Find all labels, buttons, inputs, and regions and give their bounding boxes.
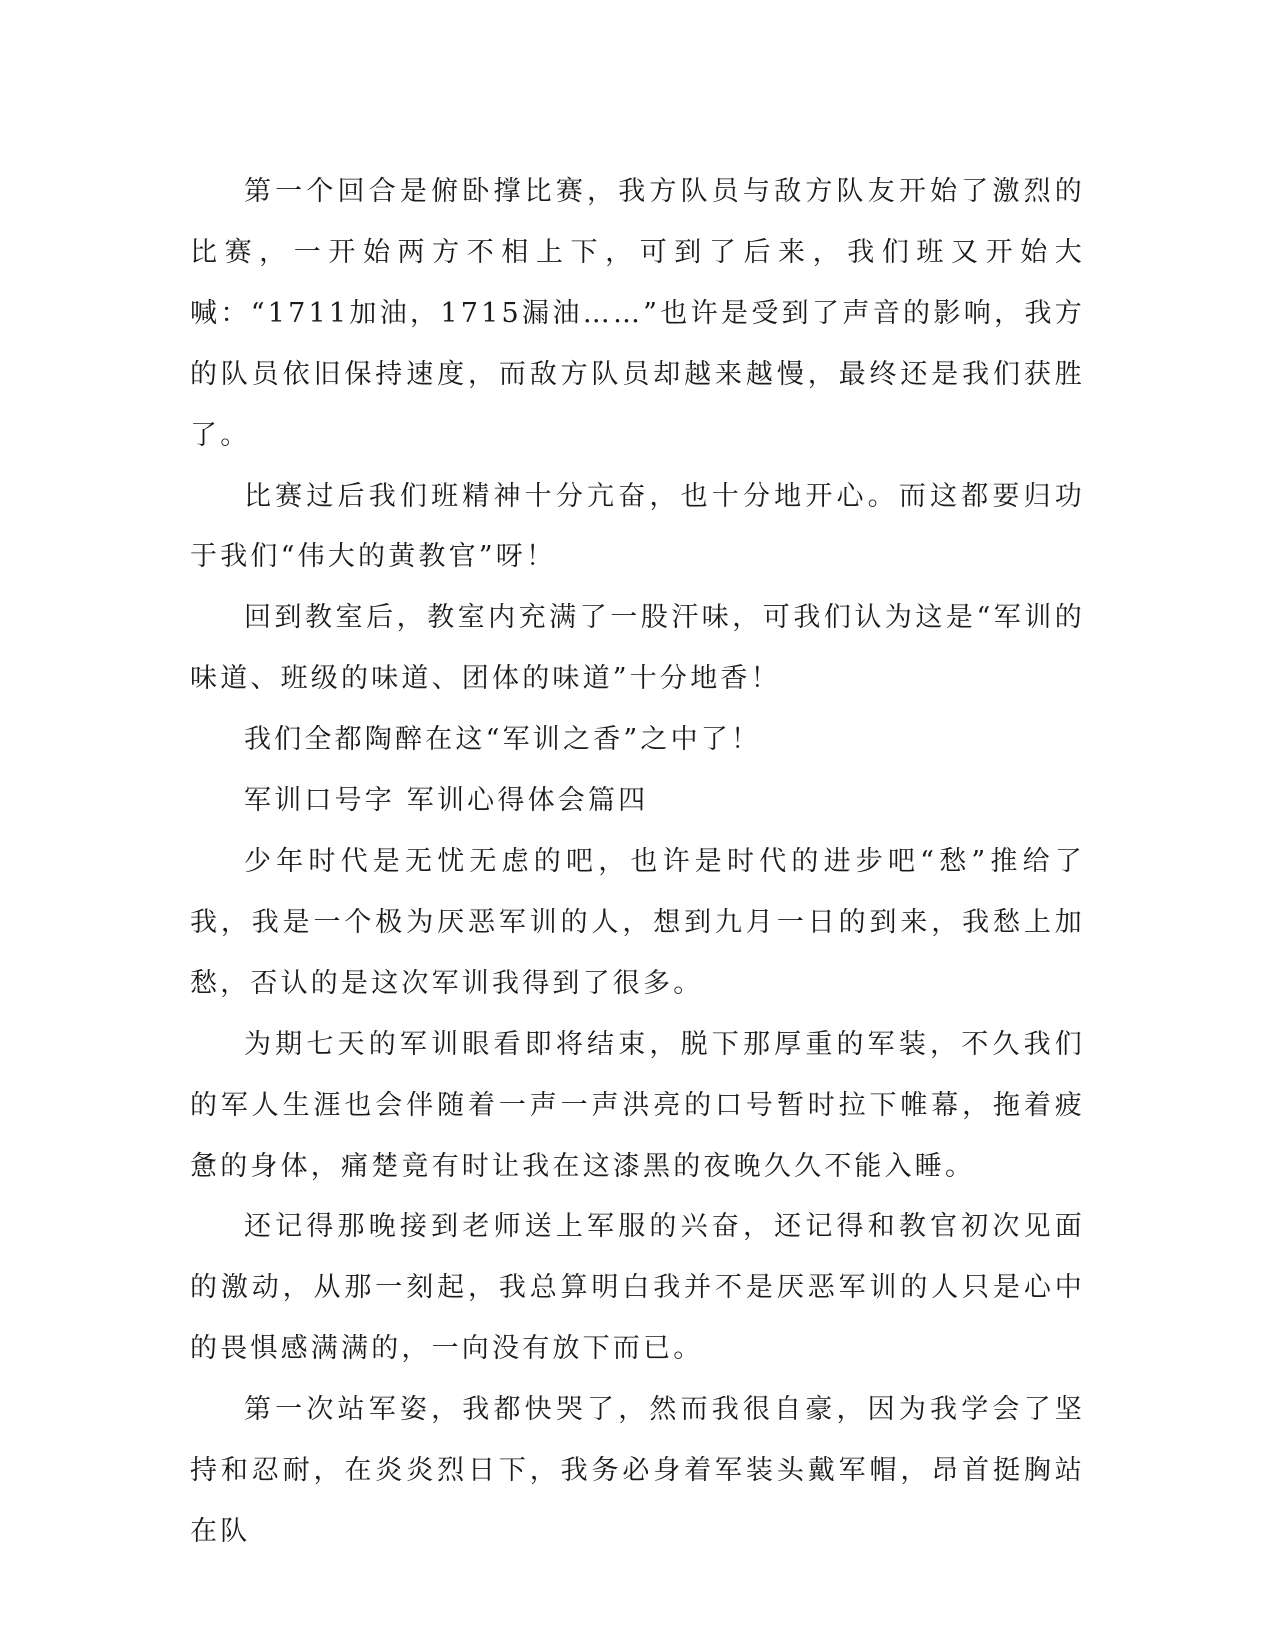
paragraph-youth: 少年时代是无忧无虑的吧，也许是时代的进步吧“愁”推给了我，我是一个极为厌恶军训的人，想到九月一日的到来，我愁上加愁，否认的是这次军训我得到了很多。 bbox=[190, 845, 1085, 999]
paragraph-intoxicated: 我们全都陶醉在这“军训之香”之中了！ bbox=[244, 724, 762, 756]
paragraph-after-contest: 比赛过后我们班精神十分亢奋，也十分地开心。而这都要归功于我们“伟大的黄教官”呀！ bbox=[190, 480, 1085, 573]
paragraph-back-to-classroom: 回到教室后，教室内充满了一股汗味，可我们认为这是“军训的味道、班级的味道、团体的味道”十分地香！ bbox=[190, 602, 1085, 695]
paragraph-remember: 还记得那晚接到老师送上军服的兴奋，还记得和教官初次见面的激动，从那一刻起，我总算明白我并不是厌恶军训的人只是心中的畏惧感满满的，一向没有放下而已。 bbox=[190, 1211, 1085, 1365]
body-text bbox=[190, 162, 1085, 1563]
paragraph-seven-days: 为期七天的军训眼看即将结束，脱下那厚重的军装，不久我们的军人生涯也会伴随着一声一声洪亮的口号暂时拉下帷幕，拖着疲惫的身体，痛楚竟有时让我在这漆黑的夜晚久久不能入睡。 bbox=[190, 1028, 1085, 1182]
section-heading: 军训口号字 军训心得体会篇四 bbox=[244, 785, 649, 817]
paragraph-first-stance: 第一次站军姿，我都快哭了，然而我很自豪，因为我学会了坚持和忍耐，在炎炎烈日下，我务必身着军装头戴军帽，昂首挺胸站在队 bbox=[190, 1394, 1085, 1547]
paragraph-pushup-contest: 第一个回合是俯卧撑比赛，我方队员与敌方队友开始了激烈的比赛，一开始两方不相上下，可到了后来，我们班又开始大喊：“1711加油，1715漏油……”也许是受到了声音的影响，我方的队员依旧保持速度，而敌方队员却越来越慢，最终还是我们获胜了。 bbox=[190, 176, 1085, 451]
